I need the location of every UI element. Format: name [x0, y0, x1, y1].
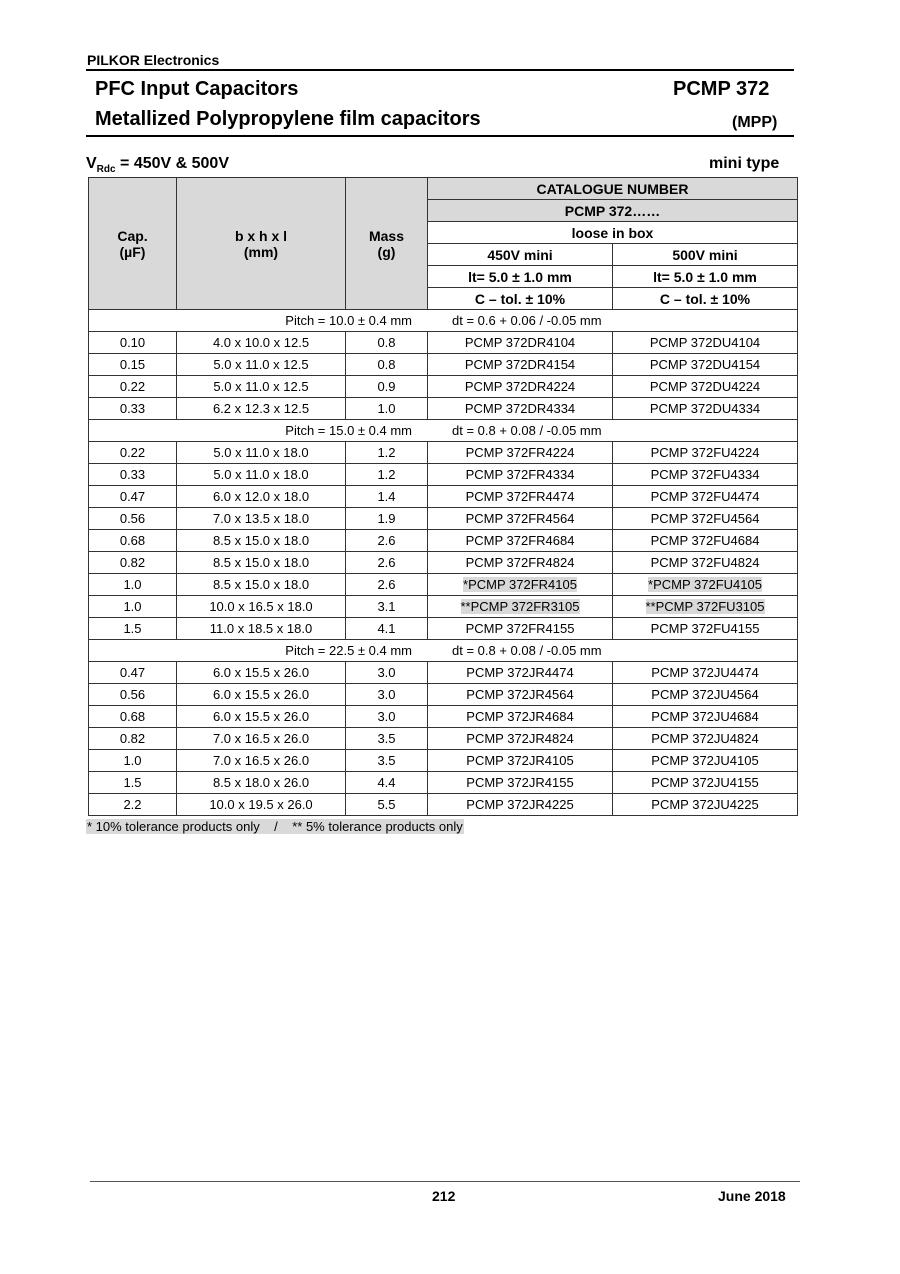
mass-value: 3.5 — [377, 753, 396, 768]
part-number-500v-cell — [613, 376, 798, 398]
mass-value-cell — [346, 684, 428, 706]
part-number-450v-cell — [428, 486, 613, 508]
dimensions-value-cell — [177, 398, 346, 420]
mass-value-cell — [346, 750, 428, 772]
pitch-cell — [89, 310, 798, 332]
cap-value-cell — [89, 332, 177, 354]
part-number-500v: PCMP 372JU4474 — [651, 665, 759, 680]
cap-value: 0.68 — [119, 533, 146, 548]
dimensions-value: 5.0 x 11.0 x 12.5 — [213, 357, 309, 372]
voltage-subscript: Rdc — [96, 164, 116, 176]
cap-value-cell — [89, 684, 177, 706]
part-number-500v-cell — [613, 596, 798, 618]
dimensions-value: 7.0 x 16.5 x 26.0 — [212, 753, 310, 768]
part-number-500v: PCMP 372JU4105 — [651, 753, 759, 768]
table-row — [89, 596, 798, 618]
part-number-500v-cell — [613, 508, 798, 530]
dimensions-value: 6.0 x 15.5 x 26.0 — [212, 709, 310, 724]
cap-header-unit: (µF) — [119, 243, 146, 260]
dimensions-value-cell — [177, 728, 346, 750]
mass-value: 5.5 — [377, 797, 396, 812]
dimensions-value-cell — [177, 772, 346, 794]
cap-value: 0.22 — [119, 445, 146, 460]
cap-value: 0.47 — [119, 665, 146, 680]
table-row — [89, 618, 798, 640]
dimensions-value: 7.0 x 16.5 x 26.0 — [212, 731, 310, 746]
mass-value-cell — [346, 706, 428, 728]
cap-value-cell — [89, 772, 177, 794]
cap-value-cell — [89, 552, 177, 574]
lead-length-500v: lt= 5.0 ± 1.0 mm — [613, 266, 798, 288]
cap-value: 2.2 — [123, 797, 142, 812]
cap-value-cell — [89, 706, 177, 728]
part-number-500v-cell — [613, 706, 798, 728]
part-number-450v: PCMP 372JR4155 — [466, 775, 574, 790]
cap-value-cell — [89, 464, 177, 486]
cap-value: 0.33 — [119, 401, 146, 416]
part-number-450v-cell — [428, 706, 613, 728]
part-number-500v-cell — [613, 750, 798, 772]
part-number-500v-cell — [613, 398, 798, 420]
table-row — [89, 728, 798, 750]
dimensions-value: 6.2 x 12.3 x 12.5 — [212, 401, 310, 416]
mass-value-cell — [346, 574, 428, 596]
packing-header: loose in box — [428, 222, 798, 244]
cap-value: 1.5 — [123, 621, 142, 636]
page-subtitle: Metallized Polypropylene film capacitors — [95, 108, 481, 130]
part-number-500v: PCMP 372FU4474 — [650, 489, 760, 504]
dimensions-value-cell — [177, 486, 346, 508]
cap-value-cell — [89, 508, 177, 530]
part-number-500v: PCMP 372FU4224 — [650, 445, 760, 460]
part-number-450v-cell — [428, 618, 613, 640]
cap-value-cell — [89, 376, 177, 398]
dimensions-value: 7.0 x 13.5 x 18.0 — [212, 511, 310, 526]
mass-header — [346, 178, 428, 310]
part-number-500v: *PCMP 372FU4105 — [648, 577, 762, 592]
part-number-450v: PCMP 372FR4474 — [465, 489, 575, 504]
header-rule-bottom — [86, 135, 794, 137]
mass-value-cell — [346, 772, 428, 794]
part-number-450v-cell — [428, 332, 613, 354]
mass-value: 1.0 — [377, 401, 396, 416]
table-row — [89, 684, 798, 706]
dimensions-value-cell — [177, 684, 346, 706]
part-number-450v-cell — [428, 574, 613, 596]
catalogue-number-header: CATALOGUE NUMBER — [428, 178, 798, 200]
mass-value-cell — [346, 354, 428, 376]
mass-value: 0.8 — [377, 335, 396, 350]
dt-value: dt = 0.6 + 0.06 / -0.05 mm — [452, 313, 602, 328]
pitch-row — [89, 420, 798, 442]
dt-value: dt = 0.8 + 0.08 / -0.05 mm — [452, 643, 602, 658]
dimensions-value: 8.5 x 15.0 x 18.0 — [212, 555, 310, 570]
cap-value: 0.82 — [119, 555, 146, 570]
table-row — [89, 794, 798, 816]
part-number-450v: PCMP 372FR4155 — [465, 621, 575, 636]
table-row — [89, 332, 798, 354]
cap-value: 0.82 — [119, 731, 146, 746]
table-row — [89, 530, 798, 552]
part-number-500v-cell — [613, 530, 798, 552]
part-number-500v-cell — [613, 662, 798, 684]
part-number-450v-cell — [428, 552, 613, 574]
mass-value-cell — [346, 398, 428, 420]
dimensions-value: 4.0 x 10.0 x 12.5 — [212, 335, 310, 350]
mass-value: 3.0 — [377, 687, 396, 702]
part-number-450v-cell — [428, 772, 613, 794]
dimensions-value: 5.0 x 11.0 x 18.0 — [213, 467, 309, 482]
part-number-500v: PCMP 372DU4154 — [649, 357, 761, 372]
mass-value: 1.2 — [377, 445, 396, 460]
mass-value: 3.0 — [377, 709, 396, 724]
dimensions-value: 5.0 x 11.0 x 12.5 — [213, 379, 309, 394]
part-number-500v-cell — [613, 464, 798, 486]
prefix-header: PCMP 372…… — [428, 200, 798, 222]
part-number-500v: PCMP 372JU4824 — [651, 731, 759, 746]
mass-value-cell — [346, 794, 428, 816]
cap-value: 0.68 — [119, 709, 146, 724]
mass-value: 0.8 — [377, 357, 396, 372]
page-number: 212 — [432, 1188, 456, 1204]
dimensions-value: 8.5 x 15.0 x 18.0 — [212, 577, 310, 592]
table-row — [89, 442, 798, 464]
part-number-450v: PCMP 372JR4824 — [466, 731, 574, 746]
dimensions-value: 10.0 x 16.5 x 18.0 — [209, 599, 313, 614]
cap-value: 0.56 — [119, 687, 146, 702]
dimensions-value: 6.0 x 15.5 x 26.0 — [212, 665, 310, 680]
catalogue-table — [88, 177, 798, 816]
cap-value-cell — [89, 398, 177, 420]
dimensions-value-cell — [177, 662, 346, 684]
part-number-450v-cell — [428, 596, 613, 618]
company-name: PILKOR Electronics — [87, 52, 220, 68]
table-row — [89, 662, 798, 684]
table-row — [89, 750, 798, 772]
table-row — [89, 508, 798, 530]
pitch-value: Pitch = 10.0 ± 0.4 mm — [285, 313, 412, 328]
part-number-500v-cell — [613, 684, 798, 706]
mass-value-cell — [346, 442, 428, 464]
tolerance-450v: C – tol. ± 10% — [428, 288, 613, 310]
part-number-500v-cell — [613, 442, 798, 464]
dims-header — [177, 178, 346, 310]
part-number-450v-cell — [428, 354, 613, 376]
dimensions-value-cell — [177, 750, 346, 772]
part-number-450v: PCMP 372FR4824 — [465, 555, 575, 570]
part-number-450v-cell — [428, 398, 613, 420]
mass-value: 3.0 — [377, 665, 396, 680]
mass-value: 3.5 — [377, 731, 396, 746]
part-number-450v: PCMP 372DR4224 — [464, 379, 576, 394]
cap-value: 0.15 — [119, 357, 146, 372]
dimensions-value: 10.0 x 19.5 x 26.0 — [209, 797, 313, 812]
voltage-rating — [86, 155, 229, 175]
part-number-450v-cell — [428, 662, 613, 684]
cap-value-cell — [89, 794, 177, 816]
mass-header-label: Mass — [368, 227, 405, 244]
mass-value-cell — [346, 662, 428, 684]
part-number-500v-cell — [613, 574, 798, 596]
mass-value: 3.1 — [377, 599, 396, 614]
mass-value: 4.1 — [377, 621, 396, 636]
dimensions-value: 6.0 x 15.5 x 26.0 — [212, 687, 310, 702]
table-row — [89, 354, 798, 376]
cap-value-cell — [89, 750, 177, 772]
part-number-500v: PCMP 372JU4564 — [651, 687, 759, 702]
part-number-500v-cell — [613, 728, 798, 750]
cap-value-cell — [89, 728, 177, 750]
dimensions-value-cell — [177, 354, 346, 376]
part-number-450v: PCMP 372JR4474 — [466, 665, 574, 680]
part-number-500v: PCMP 372DU4104 — [649, 335, 761, 350]
mass-value-cell — [346, 530, 428, 552]
mass-value-cell — [346, 552, 428, 574]
dimensions-value-cell — [177, 376, 346, 398]
footnote: * 10% tolerance products only / ** 5% tolerance products only — [87, 819, 463, 834]
cap-value-cell — [89, 530, 177, 552]
part-number-450v: PCMP 372FR4224 — [465, 445, 575, 460]
part-number-450v-cell — [428, 464, 613, 486]
mass-value-cell — [346, 464, 428, 486]
part-number-500v: PCMP 372DU4334 — [649, 401, 761, 416]
part-number-500v-cell — [613, 794, 798, 816]
mass-value-cell — [346, 376, 428, 398]
cap-value-cell — [89, 486, 177, 508]
dimensions-value-cell — [177, 706, 346, 728]
pitch-cell — [89, 420, 798, 442]
mass-value: 2.6 — [377, 533, 396, 548]
header-rule-top — [86, 69, 794, 71]
cap-value: 0.22 — [119, 379, 146, 394]
dimensions-value-cell — [177, 332, 346, 354]
cap-value: 0.33 — [119, 467, 146, 482]
part-number-500v: **PCMP 372FU3105 — [645, 599, 765, 614]
part-number-500v: PCMP 372FU4334 — [650, 467, 760, 482]
mass-value: 4.4 — [377, 775, 396, 790]
part-number-500v: PCMP 372FU4155 — [650, 621, 760, 636]
cap-value: 1.0 — [123, 599, 142, 614]
cap-value-cell — [89, 596, 177, 618]
mass-value: 1.9 — [377, 511, 396, 526]
dimensions-value-cell — [177, 794, 346, 816]
dimensions-value-cell — [177, 508, 346, 530]
dimensions-value-cell — [177, 618, 346, 640]
lead-length-450v: lt= 5.0 ± 1.0 mm — [428, 266, 613, 288]
mini-type-label: mini type — [709, 155, 780, 172]
part-number-500v: PCMP 372JU4155 — [651, 775, 759, 790]
part-number-450v-cell — [428, 508, 613, 530]
cap-value-cell — [89, 574, 177, 596]
cap-value-cell — [89, 618, 177, 640]
pitch-value: Pitch = 15.0 ± 0.4 mm — [285, 423, 412, 438]
part-number-450v-cell — [428, 376, 613, 398]
part-number-450v: PCMP 372FR4564 — [465, 511, 575, 526]
part-number-450v: PCMP 372JR4684 — [466, 709, 574, 724]
dims-header-label: b x h x l — [234, 227, 288, 244]
part-number-450v-cell — [428, 684, 613, 706]
pitch-value: Pitch = 22.5 ± 0.4 mm — [285, 643, 412, 658]
part-number-500v-cell — [613, 486, 798, 508]
mass-value-cell — [346, 332, 428, 354]
type-code: (MPP) — [732, 114, 778, 131]
cap-value-cell — [89, 442, 177, 464]
part-number-450v-cell — [428, 794, 613, 816]
cap-value-cell — [89, 354, 177, 376]
dimensions-value: 8.5 x 15.0 x 18.0 — [212, 533, 310, 548]
cap-value: 0.10 — [119, 335, 146, 350]
voltage-symbol: V — [86, 155, 97, 172]
table-row — [89, 552, 798, 574]
table-row — [89, 376, 798, 398]
pitch-row — [89, 640, 798, 662]
cap-value: 1.0 — [123, 753, 142, 768]
dimensions-value-cell — [177, 596, 346, 618]
part-number-450v-cell — [428, 728, 613, 750]
table-body — [89, 310, 798, 816]
mass-value-cell — [346, 596, 428, 618]
dimensions-value: 6.0 x 12.0 x 18.0 — [212, 489, 310, 504]
dims-header-unit: (mm) — [243, 243, 279, 260]
part-number-500v-cell — [613, 332, 798, 354]
dimensions-value-cell — [177, 464, 346, 486]
part-number-450v: PCMP 372DR4154 — [464, 357, 576, 372]
mass-value: 1.4 — [377, 489, 396, 504]
series-code: PCMP 372 — [673, 78, 770, 100]
part-number-450v-cell — [428, 442, 613, 464]
part-number-450v: *PCMP 372FR4105 — [463, 577, 577, 592]
part-number-500v: PCMP 372DU4224 — [649, 379, 761, 394]
table-row — [89, 772, 798, 794]
part-number-450v: PCMP 372FR4334 — [465, 467, 575, 482]
col-500v-header: 500V mini — [613, 244, 798, 266]
table-row — [89, 464, 798, 486]
part-number-450v: PCMP 372JR4225 — [466, 797, 574, 812]
mass-value-cell — [346, 508, 428, 530]
part-number-500v: PCMP 372FU4824 — [650, 555, 760, 570]
cap-header-label: Cap. — [117, 227, 148, 244]
voltage-value: = 450V & 500V — [115, 155, 229, 172]
part-number-450v: PCMP 372FR4684 — [465, 533, 575, 548]
footer-rule — [90, 1181, 800, 1182]
dimensions-value: 8.5 x 18.0 x 26.0 — [212, 775, 310, 790]
dimensions-value: 11.0 x 18.5 x 18.0 — [209, 621, 313, 636]
part-number-500v-cell — [613, 354, 798, 376]
dimensions-value-cell — [177, 574, 346, 596]
part-number-450v: PCMP 372JR4105 — [466, 753, 574, 768]
dimensions-value: 5.0 x 11.0 x 18.0 — [213, 445, 309, 460]
mass-value-cell — [346, 728, 428, 750]
mass-value: 0.9 — [377, 379, 396, 394]
dimensions-value-cell — [177, 552, 346, 574]
cap-value: 0.47 — [119, 489, 146, 504]
part-number-450v: PCMP 372DR4334 — [464, 401, 576, 416]
part-number-500v: PCMP 372FU4684 — [650, 533, 760, 548]
part-number-500v: PCMP 372JU4684 — [651, 709, 759, 724]
dimensions-value-cell — [177, 442, 346, 464]
tolerance-500v: C – tol. ± 10% — [613, 288, 798, 310]
mass-value: 2.6 — [377, 555, 396, 570]
table-row — [89, 574, 798, 596]
table-row — [89, 706, 798, 728]
cap-header — [89, 178, 177, 310]
part-number-500v-cell — [613, 618, 798, 640]
cap-value: 0.56 — [119, 511, 146, 526]
page-title: PFC Input Capacitors — [95, 78, 299, 100]
pitch-row — [89, 310, 798, 332]
part-number-450v-cell — [428, 530, 613, 552]
mass-value: 2.6 — [377, 577, 396, 592]
part-number-500v: PCMP 372JU4225 — [651, 797, 759, 812]
table-header — [89, 178, 798, 310]
mass-value: 1.2 — [377, 467, 396, 482]
cap-value-cell — [89, 662, 177, 684]
pitch-cell — [89, 640, 798, 662]
dimensions-value-cell — [177, 530, 346, 552]
part-number-450v: PCMP 372DR4104 — [464, 335, 576, 350]
table-row — [89, 398, 798, 420]
part-number-450v: PCMP 372JR4564 — [466, 687, 574, 702]
part-number-500v: PCMP 372FU4564 — [650, 511, 760, 526]
publication-date: June 2018 — [718, 1188, 786, 1204]
part-number-500v-cell — [613, 772, 798, 794]
col-450v-header: 450V mini — [428, 244, 613, 266]
mass-value-cell — [346, 486, 428, 508]
part-number-450v-cell — [428, 750, 613, 772]
mass-value-cell — [346, 618, 428, 640]
part-number-450v: **PCMP 372FR3105 — [460, 599, 580, 614]
cap-value: 1.5 — [123, 775, 142, 790]
dt-value: dt = 0.8 + 0.08 / -0.05 mm — [452, 423, 602, 438]
cap-value: 1.0 — [123, 577, 142, 592]
part-number-500v-cell — [613, 552, 798, 574]
table-row — [89, 486, 798, 508]
mass-header-unit: (g) — [377, 243, 396, 260]
